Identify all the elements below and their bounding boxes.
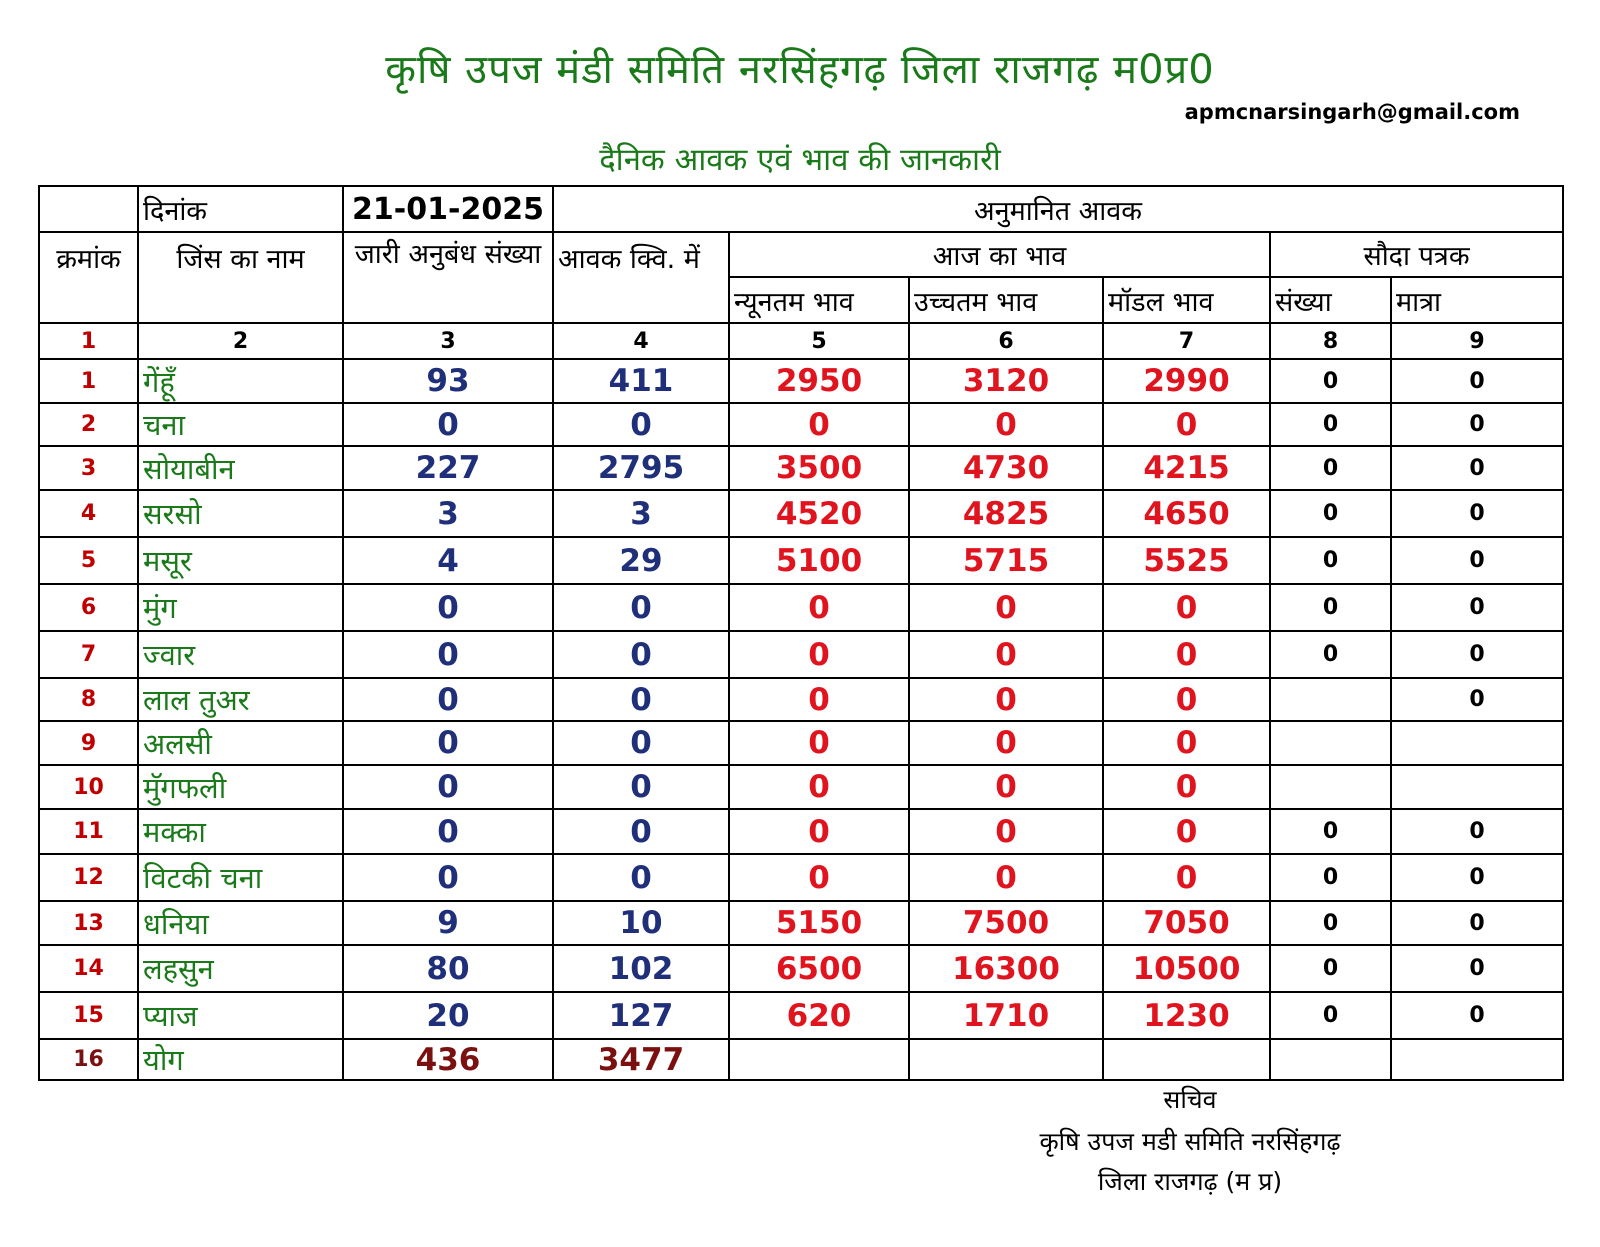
todays-rate-group-header: आज का भाव	[729, 232, 1270, 277]
column-number: 7	[1103, 323, 1270, 359]
contracts-column-header: जारी अनुबंध संख्या	[343, 232, 553, 323]
commodity-name: मसूर	[138, 537, 343, 584]
signature-organization: कृषि उपज मडी समिति नरसिंहगढ़	[1039, 1127, 1341, 1156]
column-number: 9	[1391, 323, 1563, 359]
deal-count: 0	[1270, 854, 1391, 901]
max-rate: 3120	[909, 359, 1103, 403]
commodity-name: लाल तुअर	[138, 678, 343, 721]
serial-number: 4	[39, 490, 138, 537]
arrival-column-header: आवक क्वि. में	[553, 232, 729, 323]
deal-count: 0	[1270, 992, 1391, 1039]
deal-quantity: 0	[1391, 537, 1563, 584]
commodity-name: सोयाबीन	[138, 446, 343, 490]
serial-number: 2	[39, 403, 138, 446]
table-row	[39, 901, 1563, 945]
max-rate: 0	[909, 854, 1103, 901]
empty-cell	[1103, 1039, 1270, 1080]
deal-count: 0	[1270, 945, 1391, 992]
max-rate: 0	[909, 631, 1103, 678]
deal-count: 0	[1270, 446, 1391, 490]
contracts-count: 93	[343, 359, 553, 403]
arrival-quintal: 0	[553, 584, 729, 631]
min-rate: 0	[729, 403, 909, 446]
commodity-name: मुंग	[138, 584, 343, 631]
arrival-quintal: 10	[553, 901, 729, 945]
arrival-quintal: 0	[553, 765, 729, 809]
min-rate: 0	[729, 809, 909, 854]
max-rate: 4730	[909, 446, 1103, 490]
modal-rate: 0	[1103, 584, 1270, 631]
deal-count: 0	[1270, 901, 1391, 945]
max-rate: 0	[909, 809, 1103, 854]
serial-column-header: क्रमांक	[39, 232, 138, 323]
modal-rate: 0	[1103, 854, 1270, 901]
arrival-quintal: 0	[553, 854, 729, 901]
deal-count: 0	[1270, 537, 1391, 584]
contracts-count: 0	[343, 678, 553, 721]
deal-count: 0	[1270, 403, 1391, 446]
column-number: 6	[909, 323, 1103, 359]
arrival-quintal: 2795	[553, 446, 729, 490]
contracts-count: 4	[343, 537, 553, 584]
arrival-quintal: 29	[553, 537, 729, 584]
column-number: 3	[343, 323, 553, 359]
deal-quantity: 0	[1391, 403, 1563, 446]
max-rate-header: उच्चतम भाव	[909, 277, 1103, 323]
header-row-columns	[39, 232, 1563, 277]
max-rate: 5715	[909, 537, 1103, 584]
modal-rate: 2990	[1103, 359, 1270, 403]
contracts-count: 0	[343, 584, 553, 631]
serial-number: 5	[39, 537, 138, 584]
min-rate-header: न्यूनतम भाव	[729, 277, 909, 323]
deal-count: 0	[1270, 584, 1391, 631]
serial-number: 12	[39, 854, 138, 901]
serial-number: 6	[39, 584, 138, 631]
table-row	[39, 809, 1563, 854]
modal-rate: 7050	[1103, 901, 1270, 945]
date-label: दिनांक	[138, 186, 343, 232]
table-row	[39, 631, 1563, 678]
min-rate: 5150	[729, 901, 909, 945]
modal-rate: 1230	[1103, 992, 1270, 1039]
serial-number: 7	[39, 631, 138, 678]
column-number: 8	[1270, 323, 1391, 359]
estimated-arrival-header: अनुमानित आवक	[553, 186, 1563, 232]
deal-count: 0	[1270, 359, 1391, 403]
contracts-count: 3	[343, 490, 553, 537]
min-rate: 2950	[729, 359, 909, 403]
min-rate: 0	[729, 631, 909, 678]
arrival-quintal: 0	[553, 678, 729, 721]
min-rate: 4520	[729, 490, 909, 537]
serial-number: 11	[39, 809, 138, 854]
commodity-name: विटकी चना	[138, 854, 343, 901]
deal-quantity	[1391, 721, 1563, 765]
min-rate: 0	[729, 584, 909, 631]
contracts-count: 20	[343, 992, 553, 1039]
arrival-quintal: 0	[553, 403, 729, 446]
total-row	[39, 1039, 1563, 1080]
date-value: 21-01-2025	[343, 186, 553, 232]
table-row	[39, 537, 1563, 584]
header-blank-cell	[39, 186, 138, 232]
serial-number: 1	[39, 359, 138, 403]
deal-quantity: 0	[1391, 901, 1563, 945]
deal-quantity: 0	[1391, 446, 1563, 490]
modal-rate: 0	[1103, 809, 1270, 854]
serial-number: 10	[39, 765, 138, 809]
max-rate: 0	[909, 765, 1103, 809]
deal-count: 0	[1270, 490, 1391, 537]
contracts-count: 0	[343, 765, 553, 809]
column-number: 4	[553, 323, 729, 359]
contracts-count: 0	[343, 631, 553, 678]
table-row	[39, 678, 1563, 721]
contracts-count: 0	[343, 721, 553, 765]
deal-count: 0	[1270, 631, 1391, 678]
contracts-count: 9	[343, 901, 553, 945]
page-subtitle: दैनिक आवक एवं भाव की जानकारी	[599, 142, 1001, 178]
deal-count-header: संख्या	[1270, 277, 1391, 323]
commodity-name: गेंहूँ	[138, 359, 343, 403]
commodity-name: ज्वार	[138, 631, 343, 678]
commodity-name: सरसो	[138, 490, 343, 537]
deal-quantity: 0	[1391, 584, 1563, 631]
max-rate: 0	[909, 721, 1103, 765]
column-number: 5	[729, 323, 909, 359]
serial-number: 3	[39, 446, 138, 490]
serial-number: 15	[39, 992, 138, 1039]
serial-number: 8	[39, 678, 138, 721]
arrival-quintal: 0	[553, 809, 729, 854]
min-rate: 0	[729, 854, 909, 901]
max-rate: 0	[909, 678, 1103, 721]
modal-rate: 10500	[1103, 945, 1270, 992]
modal-rate: 5525	[1103, 537, 1270, 584]
page-title: कृषि उपज मंडी समिति नरसिंहगढ़ जिला राजगढ़ म0प्र0	[385, 47, 1215, 93]
modal-rate: 0	[1103, 403, 1270, 446]
deal-quantity: 0	[1391, 631, 1563, 678]
header-row-date	[39, 186, 1563, 232]
column-number-row	[39, 323, 1563, 359]
commodity-name: मक्का	[138, 809, 343, 854]
min-rate: 6500	[729, 945, 909, 992]
min-rate: 0	[729, 721, 909, 765]
signature-district: जिला राजगढ़ (म प्र)	[1097, 1167, 1283, 1196]
commodity-name: अलसी	[138, 721, 343, 765]
arrival-quintal: 0	[553, 631, 729, 678]
contracts-count: 80	[343, 945, 553, 992]
arrival-quintal: 127	[553, 992, 729, 1039]
deal-quantity: 0	[1391, 809, 1563, 854]
deal-quantity: 0	[1391, 359, 1563, 403]
max-rate: 16300	[909, 945, 1103, 992]
column-number: 2	[138, 323, 343, 359]
table-row	[39, 765, 1563, 809]
modal-rate: 4650	[1103, 490, 1270, 537]
max-rate: 1710	[909, 992, 1103, 1039]
deal-count	[1270, 721, 1391, 765]
max-rate: 0	[909, 584, 1103, 631]
total-contracts: 436	[343, 1039, 553, 1080]
modal-rate: 4215	[1103, 446, 1270, 490]
deal-quantity-header: मात्रा	[1391, 277, 1563, 323]
commodity-name: मुॅगफली	[138, 765, 343, 809]
arrival-quintal: 102	[553, 945, 729, 992]
contracts-count: 0	[343, 809, 553, 854]
daily-arrival-rate-table	[38, 185, 1564, 1081]
max-rate: 4825	[909, 490, 1103, 537]
table-row	[39, 446, 1563, 490]
deal-quantity: 0	[1391, 992, 1563, 1039]
deal-quantity: 0	[1391, 678, 1563, 721]
commodity-column-header: जिंस का नाम	[138, 232, 343, 323]
empty-cell	[909, 1039, 1103, 1080]
table-row	[39, 584, 1563, 631]
table-row	[39, 359, 1563, 403]
deal-sheet-group-header: सौदा पत्रक	[1270, 232, 1563, 277]
contracts-count: 0	[343, 854, 553, 901]
contracts-count: 227	[343, 446, 553, 490]
total-label: योग	[138, 1039, 343, 1080]
min-rate: 0	[729, 678, 909, 721]
deal-count: 0	[1270, 809, 1391, 854]
arrival-quintal: 0	[553, 721, 729, 765]
contracts-count: 0	[343, 403, 553, 446]
serial-number: 14	[39, 945, 138, 992]
arrival-quintal: 411	[553, 359, 729, 403]
max-rate: 0	[909, 403, 1103, 446]
empty-cell	[1391, 1039, 1563, 1080]
column-number: 1	[39, 323, 138, 359]
table-row	[39, 403, 1563, 446]
contact-email: apmcnarsingarh@gmail.com	[1184, 100, 1520, 124]
commodity-name: धनिया	[138, 901, 343, 945]
serial-number: 13	[39, 901, 138, 945]
min-rate: 5100	[729, 537, 909, 584]
commodity-name: प्याज	[138, 992, 343, 1039]
table-row	[39, 490, 1563, 537]
table-row	[39, 992, 1563, 1039]
commodity-name: चना	[138, 403, 343, 446]
table-row	[39, 945, 1563, 992]
total-arrival: 3477	[553, 1039, 729, 1080]
deal-quantity: 0	[1391, 854, 1563, 901]
modal-rate: 0	[1103, 631, 1270, 678]
commodity-name: लहसुन	[138, 945, 343, 992]
deal-count	[1270, 765, 1391, 809]
modal-rate: 0	[1103, 678, 1270, 721]
serial-number: 9	[39, 721, 138, 765]
deal-quantity	[1391, 765, 1563, 809]
min-rate: 3500	[729, 446, 909, 490]
empty-cell	[729, 1039, 909, 1080]
min-rate: 620	[729, 992, 909, 1039]
deal-quantity: 0	[1391, 945, 1563, 992]
empty-cell	[1270, 1039, 1391, 1080]
arrival-quintal: 3	[553, 490, 729, 537]
total-serial: 16	[39, 1039, 138, 1080]
deal-quantity: 0	[1391, 490, 1563, 537]
signature-title: सचिव	[1163, 1085, 1217, 1114]
table-row	[39, 721, 1563, 765]
deal-count	[1270, 678, 1391, 721]
modal-rate-header: मॉडल भाव	[1103, 277, 1270, 323]
min-rate: 0	[729, 765, 909, 809]
modal-rate: 0	[1103, 765, 1270, 809]
modal-rate: 0	[1103, 721, 1270, 765]
max-rate: 7500	[909, 901, 1103, 945]
table-row	[39, 854, 1563, 901]
